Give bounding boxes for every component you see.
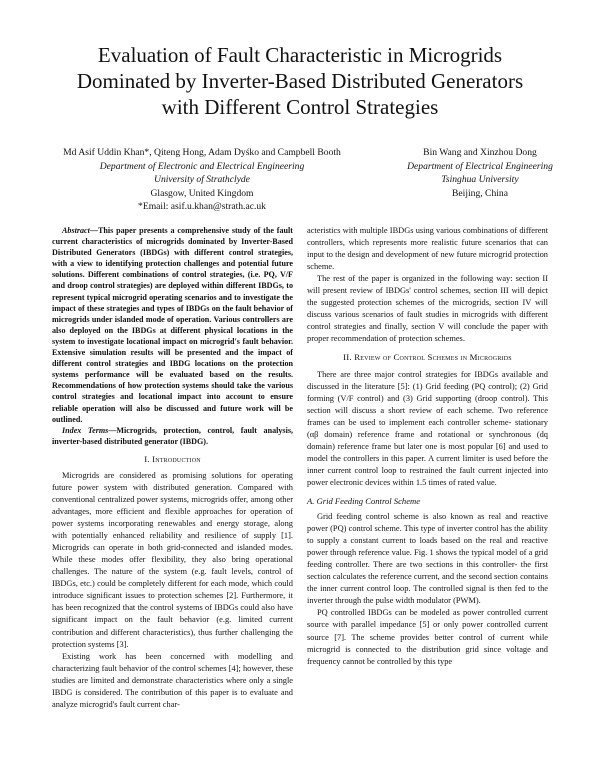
subsection-heading-grid-feeding: A. Grid Feeding Control Scheme bbox=[307, 495, 421, 506]
author-city: Beijing, China bbox=[452, 187, 508, 199]
author-block-strathclyde bbox=[52, 146, 352, 214]
index-terms-label: Index Terms bbox=[62, 425, 109, 435]
section-heading-review: II. Review of Control Schemes in Microgrids bbox=[343, 352, 512, 363]
section-heading-introduction: I. Introduction bbox=[144, 453, 201, 464]
left-column bbox=[52, 225, 293, 711]
author-department: Department of Electronic and Electrical Engineering bbox=[99, 160, 305, 172]
index-terms-text: —Microgrids, protection, control, fault analysis, inverter-based distributed generator (IBDG). bbox=[52, 425, 293, 446]
author-names: Bin Wang and Xinzhou Dong bbox=[423, 147, 537, 158]
paragraph: There are three major control strategies for IBDGs available and discussed in the literature [5]: (1) Grid feeding (PQ control); (2) Grid forming (V/F control) and (3) Grid supporting (droop control). This section will discuss a short review of each scheme. Two reference frames can be used to implement each controller scheme- stationary (αβ domain) reference frame and rotational or synchronous (dq domain) reference frame but later one is most popular [6] and used to model the controllers in this paper. A current limiter is used before the inner current control loop to restrained the fault current injected into power electronic devices within 1.5 times of rated value. bbox=[307, 369, 548, 487]
author-university: University of Strathclyde bbox=[154, 174, 250, 186]
abstract-label: Abstract bbox=[62, 226, 90, 235]
title-line-3: with Different Control Strategies bbox=[161, 95, 439, 119]
author-block-tsinghua bbox=[380, 146, 580, 200]
title-line-2: Dominated by Inverter-Based Distributed Generators bbox=[76, 69, 524, 93]
title-line-1: Evaluation of Fault Characteristic in Microgrids bbox=[97, 43, 503, 67]
paragraph: The rest of the paper is organized in the following way: section II will present review of IBDGs' control schemes, section III will depict the suggested protection schemes of the microgrids, section IV will discuss various scenarios of fault studies in microgrids with different control strategies and finally, section V will conclude the paper with proper recommendation of protection schemes. bbox=[307, 274, 548, 344]
author-email: *Email: asif.u.khan@strath.ac.uk bbox=[138, 201, 266, 213]
author-city: Glasgow, United Kingdom bbox=[150, 187, 254, 199]
paragraph: PQ controlled IBDGs can be modeled as power controlled current source with parallel impedance [5] or only power controlled current source [7]. The scheme provides better control of current while microgrid is connected to the distribution grid since voltage and frequency cannot be controlled by this type bbox=[307, 608, 548, 666]
paragraph: Grid feeding control scheme is also known as real and reactive power (PQ) control scheme. This type of inverter control has the ability to supply a constant current to loads based on the real and reactive power through reference value. Fig. 1 shows the typical model of a grid feeding controller. There are two sections in this controller- the first section calculates the reference current, and the second section contains the inner current control loop. The controlled signal is then fed to the inverter through the pulse width modulator (PWM). bbox=[307, 512, 548, 606]
paper-title bbox=[40, 42, 560, 120]
paragraph: acteristics with multiple IBDGs using various combinations of different controllers, which represents more realistic future scenarios that can input to the design and development of new future microgrid protection scheme. bbox=[307, 226, 548, 272]
index-terms bbox=[52, 425, 293, 447]
paragraph: Microgrids are considered as promising solutions for operating future power system with distributed generation. Compared with conventional centralized power systems, microgrids offer, among other advantages, more efficient and flexible approaches for operation of power systems incorporating renewables and energy storage, along with potentially enhanced reliability and resilience of supply [1]. Microgrids can operate in both grid-connected and islanded modes. While these modes offer flexibility, they also bring operational challenges. The nature of the system (e.g. fault levels, control of IBDGs, etc.) could be completely different for each mode, which could introduce significant issues to protection schemes [2]. Furthermore, it has been recognized that the control systems of IBDGs could also have significant impact on the fault behavior (e.g. limited current contribution and different characteristics), thus further challenging the protection systems [3]. bbox=[52, 470, 293, 649]
author-department: Department of Electrical Engineering bbox=[407, 160, 553, 172]
author-names: Md Asif Uddin Khan*, Qiteng Hong, Adam Dyśko and Campbell Booth bbox=[63, 147, 341, 158]
abstract-text: —This paper presents a comprehensive study of the fault current characteristics of microgrids dominated by Inverter-Based Distributed Generators (IBDGs) with different control strategies, with a view to identifying protection challenges and potential future solutions. Different combinations of control strategies, (i.e. PQ, V/F and droop control strategies) are deployed within different IBDGs, to represent typical microgrid operating scenarios and to investigate the impact of these strategies and types of IBDGs on the fault behavior of microgrids under islanded mode of operation. Various controllers are also deployed on the IBDGs at different physical locations in the system to investigate locational impact on microgrid's fault behavior. Extensive simulation results will be presented and the impact of different control strategies and IBDG locations on the protection systems performance will be evaluated based on the results. Recommendations of how protection systems should take the various control strategies and locational impact into account to ensure reliable operation will also be discussed and future work will be outlined. bbox=[52, 226, 293, 424]
abstract bbox=[52, 225, 293, 425]
paragraph: Existing work has been concerned with modelling and characterizing fault behavior of the control schemes [4]; however, these studies are limited and demonstrate characteristics where only a single IBDG is considered. The contribution of this paper is to evaluate and analyze microgrid's fault current char- bbox=[52, 651, 293, 709]
author-university: Tsinghua University bbox=[441, 174, 519, 186]
right-column bbox=[307, 225, 548, 668]
